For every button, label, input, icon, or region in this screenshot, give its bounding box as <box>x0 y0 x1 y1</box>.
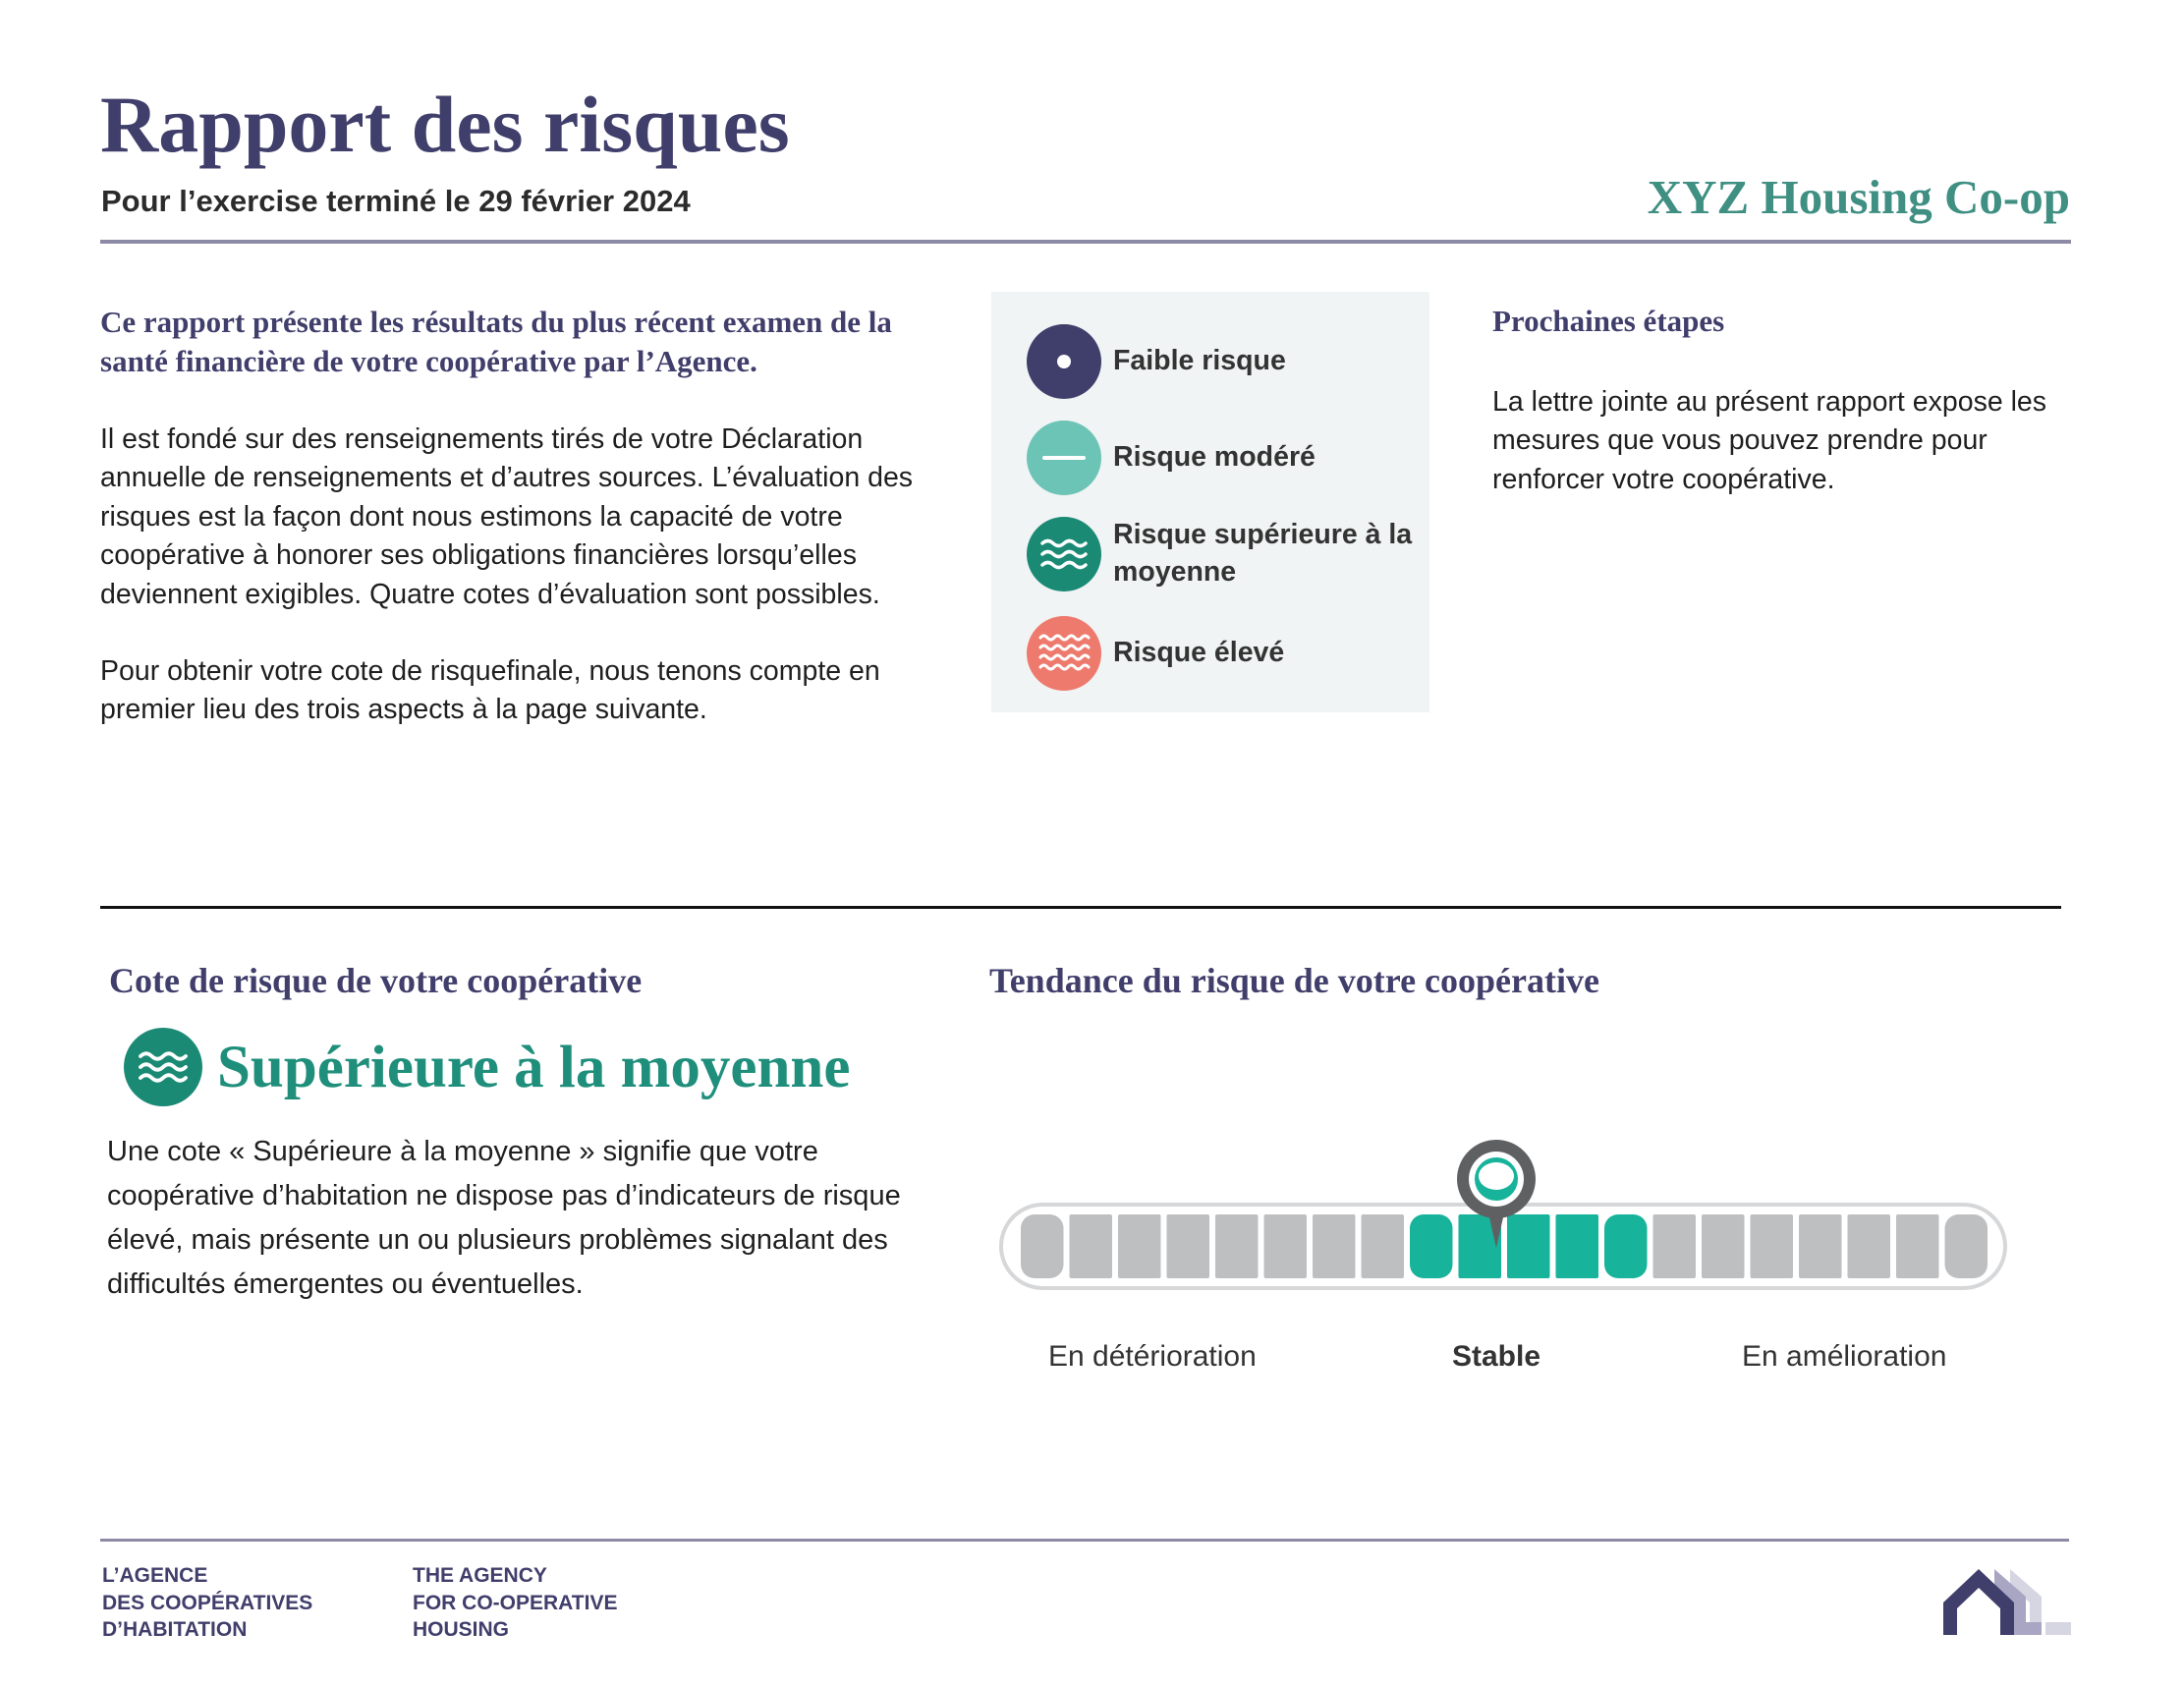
legend-label: Risque élevé <box>1113 637 1285 669</box>
trend-label-stable: Stable <box>1452 1340 1541 1373</box>
legend-label: Risque modéré <box>1113 441 1316 474</box>
rating-description: Une cote « Supérieure à la moyenne » signifie que votre coopérative d’habitation ne dispose pas d’indicateurs de risque élevé, mais présente un ou plusieurs problèmes signalant des difficultés émergentes ou éventuelles. <box>107 1136 901 1300</box>
footer-line: D’HABITATION <box>102 1618 248 1642</box>
footer-line: HOUSING <box>413 1618 510 1642</box>
header-divider <box>100 240 2071 244</box>
intro-paragraph-2: Pour obtenir votre cote de risquefinale, nous tenons compte en premier lieu des trois aspects à la page suivante. <box>100 655 880 726</box>
trend-segment <box>1215 1214 1259 1278</box>
legend-item-high <box>1027 616 1418 691</box>
agency-house-logo-icon <box>1943 1561 2071 1635</box>
trend-label-improving: En amélioration <box>1742 1340 1947 1373</box>
footer-line: FOR CO-OPERATIVE <box>413 1591 618 1614</box>
trend-segment-active <box>1410 1214 1453 1278</box>
rating-title: Cote de risque de votre coopérative <box>109 961 643 1000</box>
trend-segment <box>1118 1214 1161 1278</box>
dot-icon <box>1027 324 1101 399</box>
trend-segment <box>1653 1214 1697 1278</box>
trend-segment-active <box>1604 1214 1648 1278</box>
trend-label-deteriorating: En détérioration <box>1048 1340 1257 1373</box>
next-steps-title: Prochaines étapes <box>1492 304 1725 338</box>
rating-value: Supérieure à la moyenne <box>217 1035 851 1100</box>
footer-divider <box>100 1539 2069 1542</box>
trend-segment-active <box>1556 1214 1599 1278</box>
trend-segment <box>1945 1214 1988 1278</box>
trend-gauge <box>998 1130 2010 1297</box>
intro-paragraph-1: Il est fondé sur des renseignements tirés de votre Déclaration annuelle de renseignements et d’autres sources. L’évaluation des risques est la façon dont nous estimons la capacité de votre coopérative à honorer ses obligations financières lorsqu’elles deviennent exigibles. Quatre cotes d’évaluation sont possibles. <box>100 423 914 610</box>
next-steps-text: La lettre jointe au présent rapport expose les mesures que vous pouvez prendre pour renforcer votre coopérative. <box>1492 386 2047 495</box>
risk-legend <box>991 292 1429 712</box>
legend-item-moderate <box>1027 421 1418 495</box>
coop-name: XYZ Housing Co-op <box>1647 170 2070 224</box>
footer-org-fr <box>102 1562 312 1644</box>
trend-segment <box>1896 1214 1939 1278</box>
page-title: Rapport des risques <box>100 80 790 169</box>
legend-label: Faible risque <box>1113 345 1286 377</box>
trend-segment <box>1070 1214 1113 1278</box>
page-subtitle: Pour l’exercise terminé le 29 février 2024 <box>101 184 691 218</box>
section-divider <box>100 906 2061 909</box>
dash-icon <box>1027 421 1101 495</box>
zigzag-waves-icon <box>1027 616 1101 691</box>
waves-icon <box>124 1028 202 1106</box>
trend-segment <box>1313 1214 1356 1278</box>
trend-segment <box>1702 1214 1745 1278</box>
waves-icon <box>1027 517 1101 591</box>
trend-segment <box>1848 1214 1891 1278</box>
legend-item-above-average <box>1027 517 1418 591</box>
trend-segment <box>1021 1214 1064 1278</box>
trend-title: Tendance du risque de votre coopérative <box>989 961 1599 1000</box>
trend-segment <box>1751 1214 1794 1278</box>
trend-segment <box>1362 1214 1405 1278</box>
footer-org-en <box>413 1562 617 1644</box>
intro-lead: Ce rapport présente les résultats du plus récent examen de la santé financière de votre coopérative par l’Agence. <box>100 305 892 379</box>
trend-segment <box>1264 1214 1308 1278</box>
trend-segment <box>1167 1214 1210 1278</box>
footer-line: L’AGENCE <box>102 1564 208 1587</box>
trend-segment <box>1799 1214 1842 1278</box>
legend-label: Risque supérieure à la moyenne <box>1113 519 1413 588</box>
footer-line: THE AGENCY <box>413 1564 547 1587</box>
trend-segment-active <box>1507 1214 1550 1278</box>
legend-item-low <box>1027 324 1418 399</box>
footer-line: DES COOPÉRATIVES <box>102 1591 313 1614</box>
